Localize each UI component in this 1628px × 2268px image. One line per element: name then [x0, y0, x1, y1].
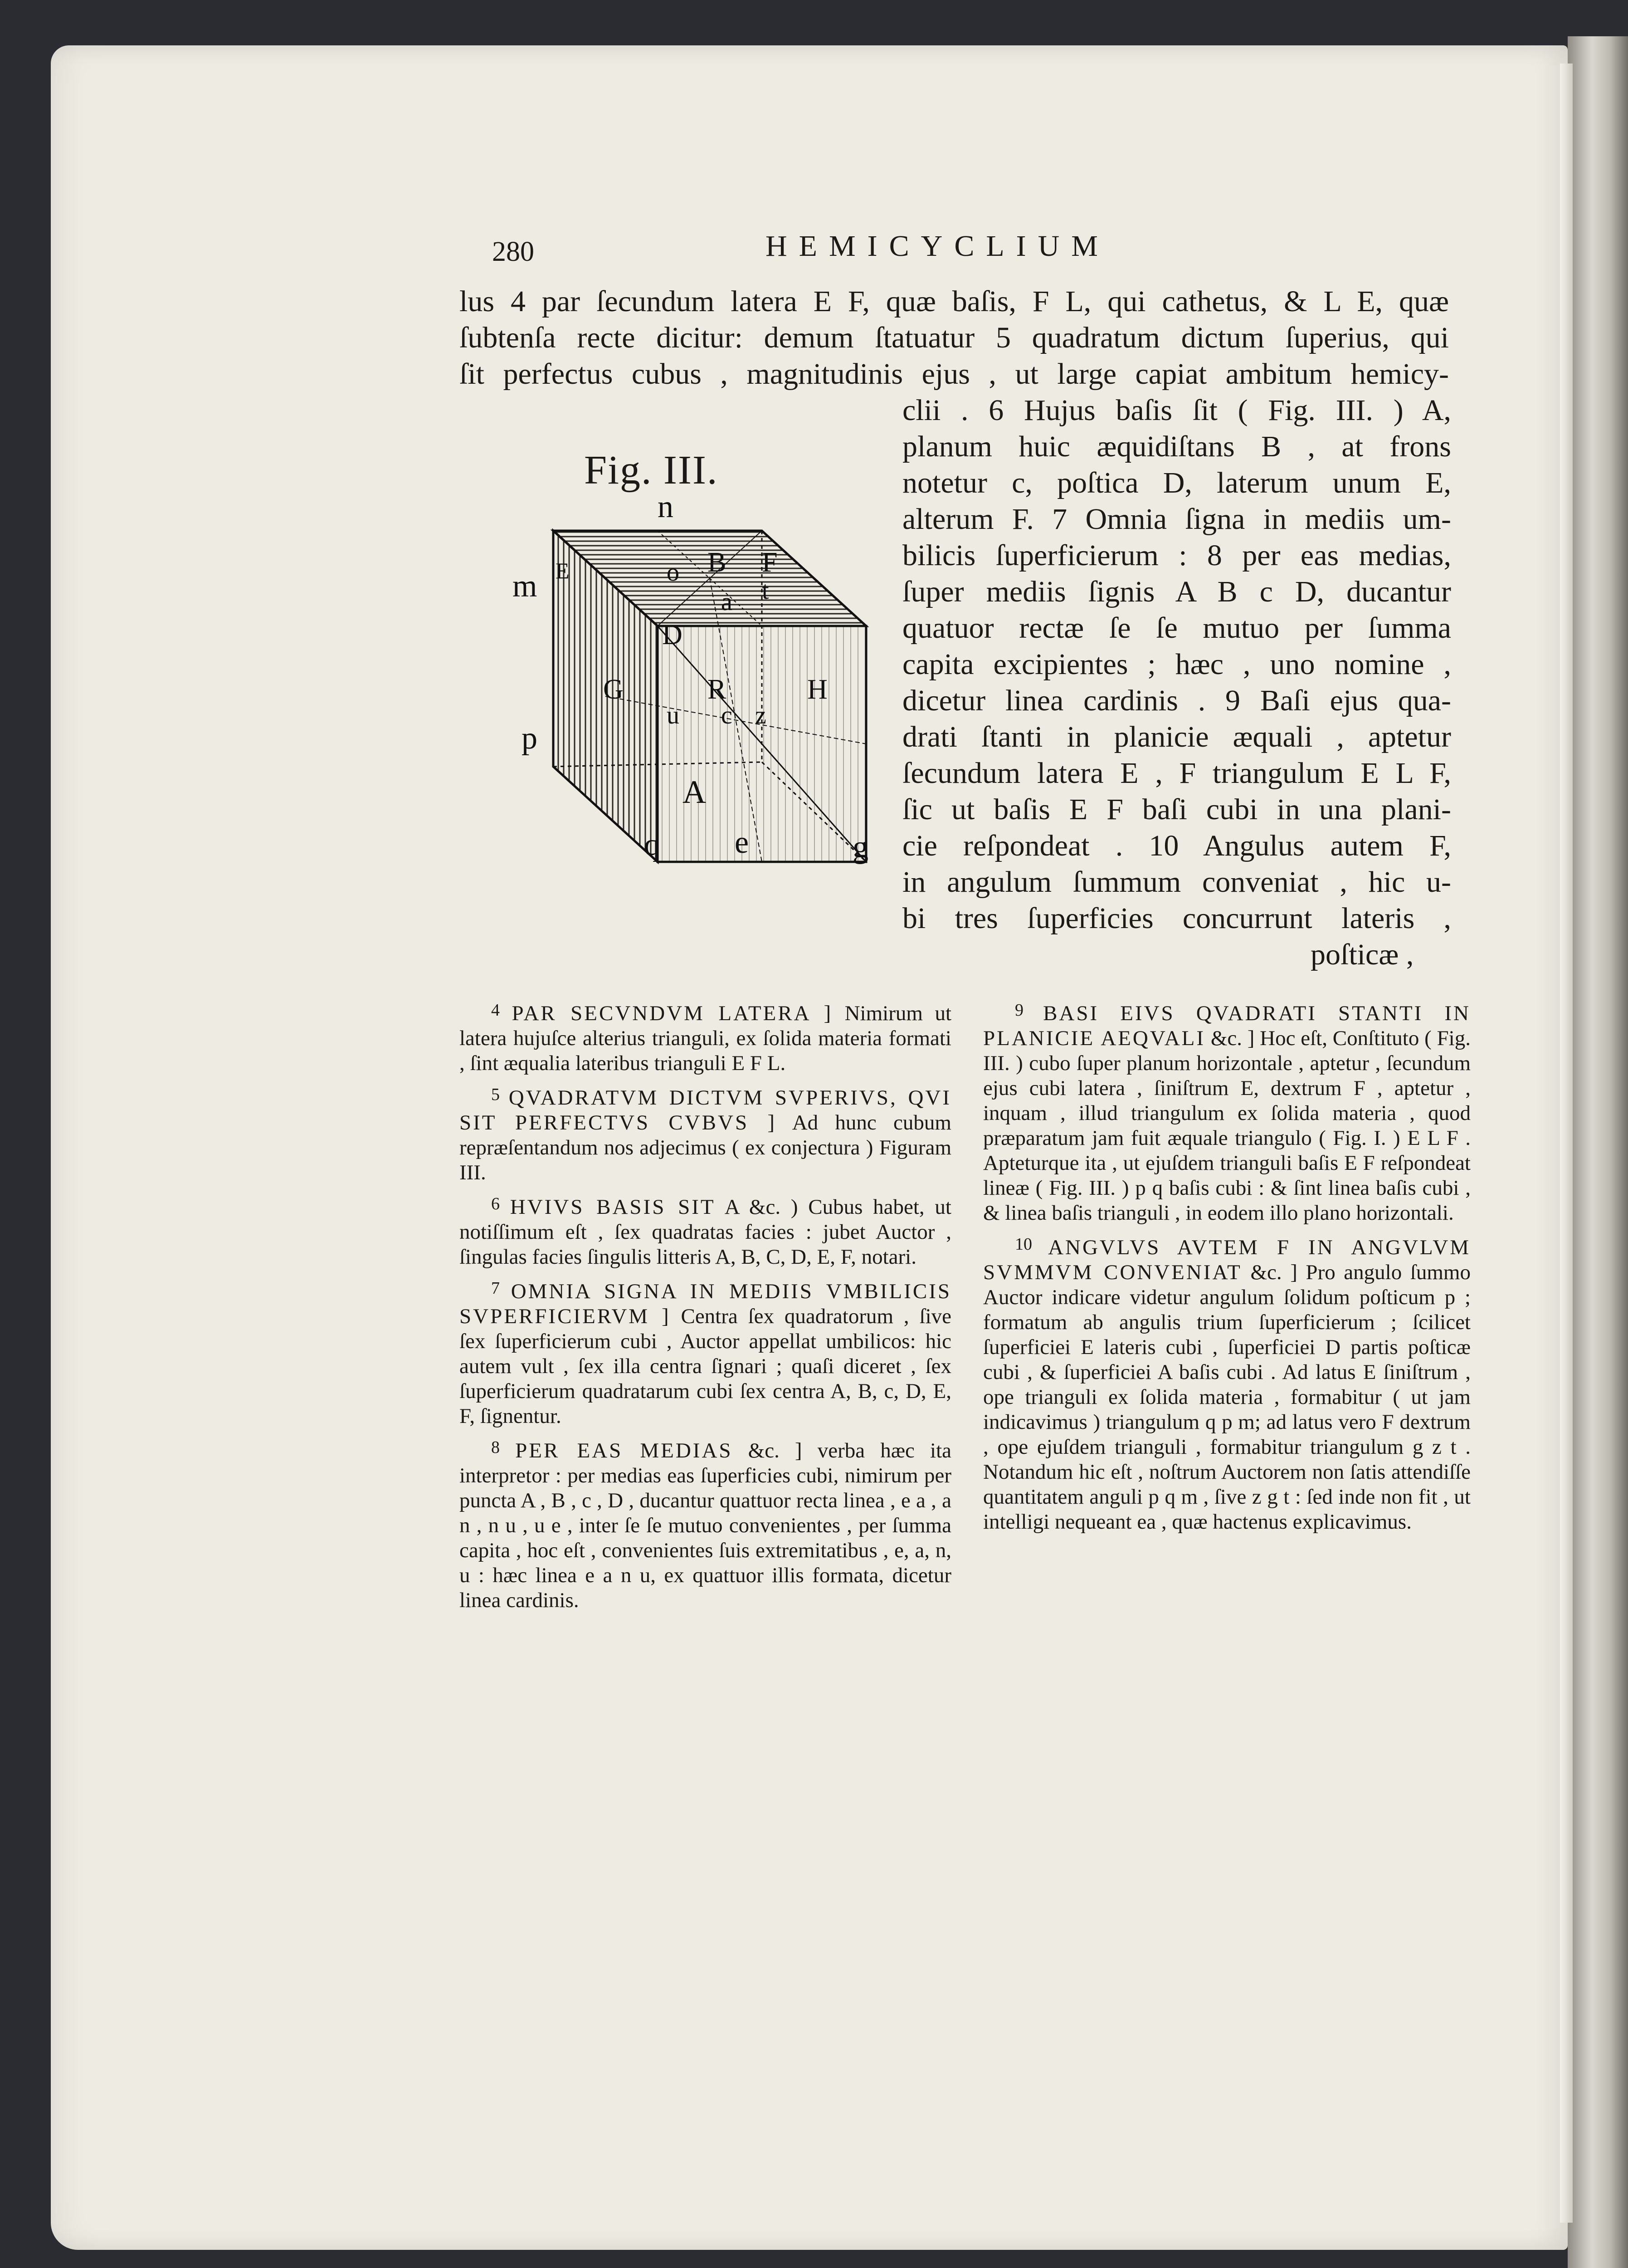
- catchword: poſticæ ,: [1311, 938, 1414, 971]
- body-line: quatuor rectæ ſe ſe mutuo per ſumma: [902, 611, 1451, 645]
- fig-label-e: e: [735, 825, 749, 860]
- fig-label-c: c: [721, 701, 732, 729]
- body-line: cie reſpondeat . 10 Angulus autem F,: [902, 829, 1451, 862]
- footnote-text: Ad hunc cubum repræſentandum nos adjecimus ( ex conjectura ) Figuram III.: [459, 1111, 951, 1184]
- footnote-lemma: HVIVS BASIS SIT: [510, 1195, 716, 1219]
- fig-label-o: o: [667, 558, 679, 587]
- body-line: ſic ut baſis E F baſi cubi in una plani-: [902, 793, 1451, 826]
- body-line: capita excipientes ; hæc , uno nomine ,: [902, 648, 1451, 681]
- body-line: bi tres ſuperficies concurrunt lateris ,: [902, 902, 1451, 935]
- fig-label-R: R: [707, 674, 726, 705]
- fig-label-D: D: [662, 620, 682, 650]
- body-line: clii . 6 Hujus baſis ſit ( Fig. III. ) A,: [902, 394, 1451, 427]
- fig-label-E: E: [556, 558, 570, 583]
- footnote-number: 7: [491, 1279, 500, 1298]
- fig-label-q: q: [644, 827, 660, 862]
- figure-title: Fig. III.: [584, 448, 718, 493]
- footnote-number: 10: [1015, 1235, 1032, 1254]
- book-spine: [1568, 36, 1628, 2268]
- footnote-text: Centra ſex quadratorum , ſive ſex ſuperficierum cubi , Auctor appellat umbilicos: hic autem vult , ſex illa centra ſignari ; quaſi diceret , ſex ſuperficierum quadratarum cubi ſex centra A, B, c, D, E, F, ſignentur.: [459, 1305, 951, 1428]
- footnote-lemma: PER EAS MEDIAS: [515, 1439, 733, 1462]
- footnote-number: 9: [1015, 1001, 1024, 1020]
- fig-label-F: F: [762, 547, 778, 578]
- fig-label-z: z: [755, 701, 766, 729]
- fig-label-p: p: [522, 721, 537, 756]
- footnote-number: 8: [491, 1438, 500, 1457]
- fig-label-n: n: [658, 490, 673, 524]
- body-line: alterum F. 7 Omnia ſigna in mediis um-: [902, 503, 1451, 536]
- body-line: ſuper mediis ſignis A B c D, ducantur: [902, 575, 1451, 608]
- footnote-number: 4: [491, 1001, 500, 1020]
- footnote-6: [459, 1192, 951, 1270]
- fig-label-A: A: [682, 774, 706, 810]
- footnote-text: &c. ] Pro angulo ſummo Auctor indicare videtur angulum ſolidum poſticum p ; formatum ab angulis trium ſuperficierum ; ſcilicet ſuperficiei E lateris cubi , ſuperficiei D partis poſticæ cubi , & ſuperficiei A baſis cubi . Ad latus E ſiniſtrum , ope trianguli ex ſolida materia , formabitur ( ut jam indicavimus ) triangulum q p m; ad latus vero F dextrum , ope ejuſdem trianguli , formabitur triangulum g z t . Notandum hic eſt , noſtrum Auctorem non ſatis attendiſſe quantitatem anguli p q m , ſive z g t : ſed inde non fit , ut intelligi nequeant ea , quæ hactenus explicavimus.: [983, 1261, 1471, 1534]
- body-line: lus 4 par ſecundum latera E F, quæ baſis, F L, qui cathetus, & L E, quæ: [459, 285, 1449, 318]
- body-line: drati ſtanti in planicie æquali , aptetur: [902, 720, 1451, 753]
- footnote-10: [983, 1232, 1471, 1535]
- body-line: dicetur linea cardinis . 9 Baſi ejus qua-: [902, 684, 1451, 717]
- footnote-text: &c. ] verba hæc ita interpretor : per medias eas ſuperficies cubi, nimirum per puncta A , B , c , D , ducantur quattuor recta linea , e a , a n , n u , u e , inter ſe ſe mutuo convenientes , per ſumma capita , hoc eſt , convenientes ſuis extremitatibus , e, a, n, u : hæc linea e a n u, ex quattuor illis formata, dicetur linea cardinis.: [459, 1439, 951, 1612]
- footnote-5: [459, 1082, 951, 1185]
- footnote-4: [459, 998, 951, 1076]
- footnote-text: A &c. ) Cubus habet, ut notiſſimum eſt , ſex quadratas facies : jubet Auctor , ſingulas facies ſingulis litteris A, B, C, D, E, F, notari.: [459, 1195, 951, 1269]
- footnote-number: 6: [491, 1194, 500, 1213]
- running-head: HEMICYCLIUM: [765, 230, 1110, 263]
- fig-label-u: u: [667, 701, 679, 729]
- fig-label-G: G: [603, 674, 624, 705]
- footnote-text: Nimirum ut latera hujuſce alterius trianguli, ex ſolida materia formati , ſint æqualia lateribus trianguli E F L.: [459, 1002, 951, 1075]
- footnote-lemma: BASI EIVS QVADRATI STANTI IN PLANICIE AEQVALI: [983, 1002, 1471, 1050]
- footnote-number: 5: [491, 1085, 500, 1104]
- footnote-lemma: ANGVLVS AVTEM F IN ANGVLVM SVMMVM CONVENIAT: [983, 1236, 1471, 1284]
- fig-label-t: t: [762, 577, 769, 605]
- notes-right-column: [983, 998, 1471, 1541]
- page-edge: [1560, 64, 1573, 2223]
- body-line: in angulum ſummum conveniat , hic u-: [902, 865, 1451, 899]
- fig-label-a: a: [721, 588, 732, 616]
- footnote-lemma: QVADRATVM DICTVM SVPERIVS, QVI SIT PERFECTVS CVBVS ]: [459, 1086, 952, 1134]
- body-line: bilicis ſuperficierum : 8 per eas medias,: [902, 539, 1451, 572]
- page-number: 280: [492, 236, 534, 267]
- body-line: planum huic æquidiſtans B , at frons: [902, 430, 1451, 463]
- footnote-7: [459, 1276, 951, 1429]
- footnote-lemma: OMNIA SIGNA IN MEDIIS VMBILICIS SVPERFICIERVM ]: [459, 1280, 951, 1328]
- fig-label-B: B: [707, 547, 726, 578]
- cube-figure: [508, 490, 907, 871]
- body-line: ſit perfectus cubus , magnitudinis ejus , ut large capiat ambitum hemicy-: [459, 357, 1449, 391]
- fig-label-g: g: [853, 830, 868, 865]
- body-line: ſecundum latera E , F triangulum E L F,: [902, 757, 1451, 790]
- footnote-8: [459, 1435, 951, 1613]
- notes-left-column: [459, 998, 951, 1619]
- footnote-lemma: PAR SECVNDVM LATERA ]: [512, 1002, 833, 1025]
- fig-label-H: H: [807, 674, 828, 705]
- footnote-9: [983, 998, 1471, 1226]
- body-line: ſubtenſa recte dicitur: demum ſtatuatur 5 quadratum dictum ſuperius, qui: [459, 321, 1449, 354]
- footnote-text: &c. ] Hoc eſt, Conſtituto ( Fig. III. ) cubo ſuper planum horizontale , aptetur , ſecundum ejus cubi latera , ſiniſtrum E, dextrum F , aptetur , inquam , illud triangulum ex ſolida materia , quod præparatum jam fuit æquale triangulo ( Fig. I. ) E L F . Apteturque ita , ut ejuſdem trianguli baſis E F reſpondeat lineæ ( Fig. III. ) p q baſis cubi : & ſint linea baſis cubi , & linea baſis trianguli , in eodem illo plano horizontali.: [983, 1026, 1471, 1225]
- fig-label-m: m: [512, 569, 537, 604]
- body-line: notetur c, poſtica D, laterum unum E,: [902, 466, 1451, 499]
